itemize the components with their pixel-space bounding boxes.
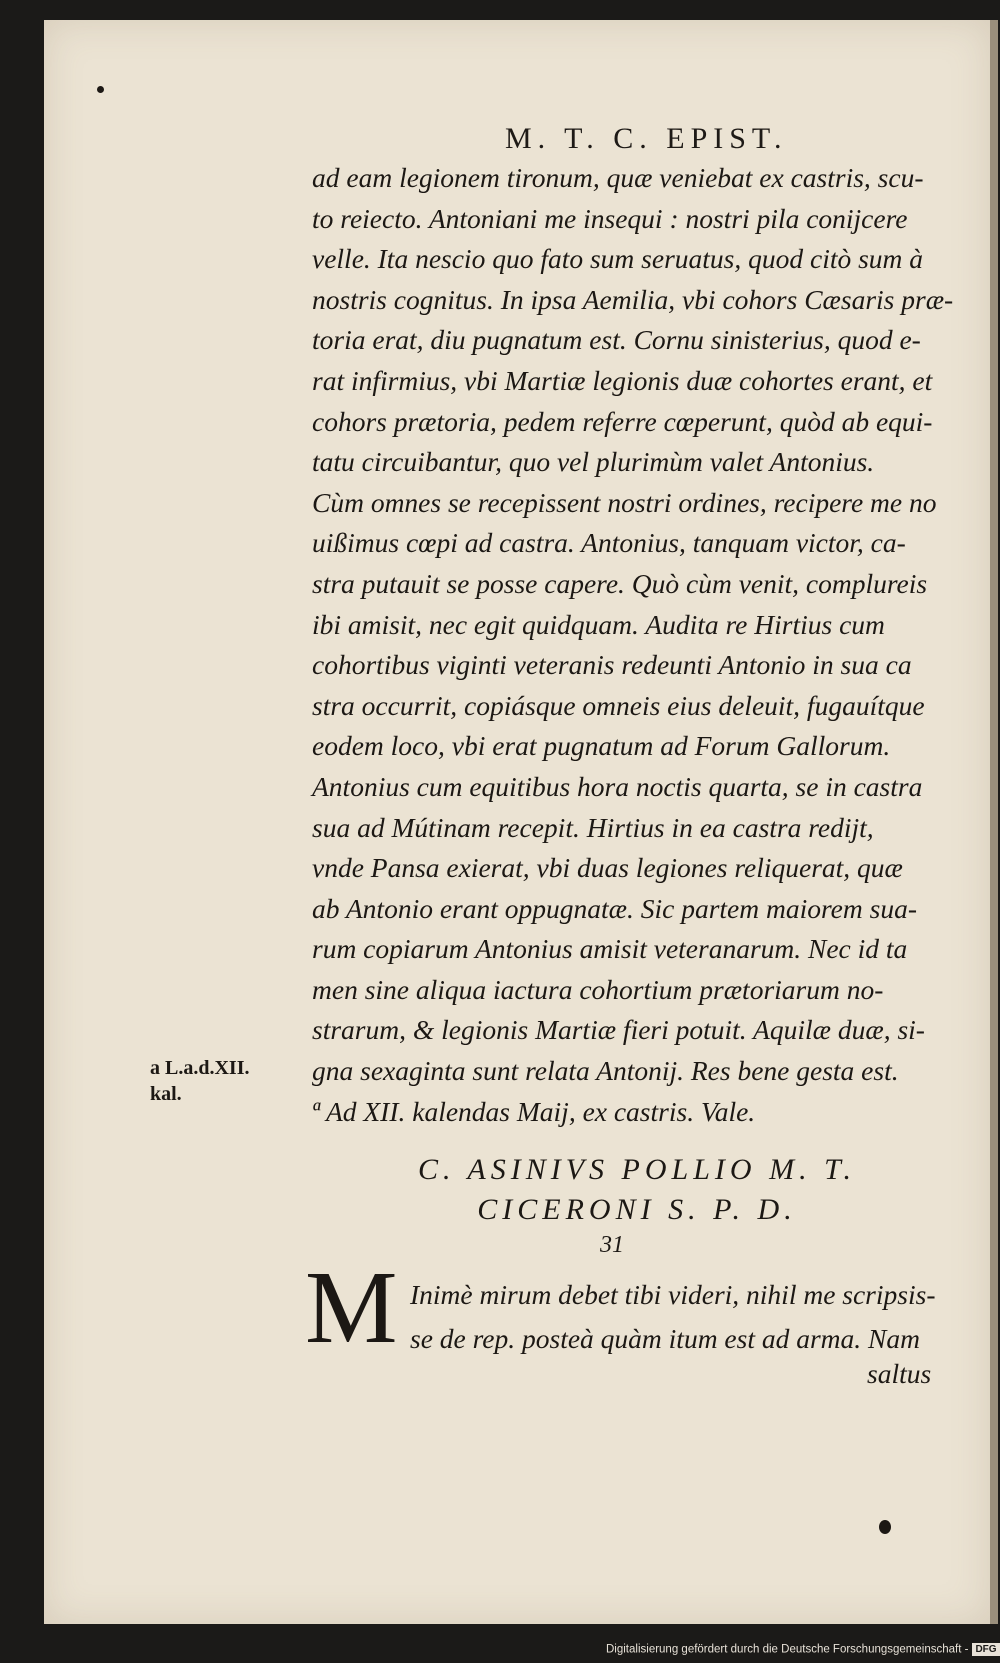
body-line: toria erat, diu pugnatum est. Cornu sinisterius, quod e- [312, 324, 921, 356]
body-line: to reiecto. Antoniani me insequi : nostri pila conijcere [312, 202, 908, 234]
margin-note-line: kal. [150, 1083, 182, 1105]
margin-note [150, 1055, 249, 1107]
body-line: stra occurrit, copiásque omneis eius deleuit, fugauítque [312, 689, 925, 721]
letter-heading-line: C. ASINIVS POLLIO M. T. [417, 1153, 857, 1186]
body-line: sua ad Mútinam recepit. Hirtius in ea castra redijt, [312, 811, 874, 843]
margin-note-line: a L.a.d.XII. [150, 1057, 250, 1079]
opening-text [410, 1273, 970, 1361]
body-line: gna sexaginta sunt relata Antonij. Res bene gesta est. [312, 1055, 899, 1087]
body-line: Antonius cum equitibus hora noctis quarta, se in castra [312, 770, 923, 802]
drop-cap: M [305, 1250, 398, 1365]
body-line: vnde Pansa exierat, vbi duas legiones reliquerat, quæ [312, 852, 903, 884]
body-line: ad eam legionem tironum, quæ veniebat ex castris, scu- [312, 162, 924, 193]
opening-line: se de rep. posteà quàm itum est ad arma. Nam [410, 1323, 920, 1354]
letter-heading-line: CICERONI S. P. D. [477, 1193, 797, 1226]
body-line: tatu circuibantur, quo vel plurimùm valet Antonius. [312, 446, 875, 478]
body-line: cohors prætoria, pedem referre cœperunt, quòd ab equi- [312, 405, 933, 437]
body-text [312, 158, 962, 1132]
body-line: cohortibus viginti veteranis redeunti Antonio in sua ca [312, 649, 912, 681]
body-line: ab Antonio erant oppugnatæ. Sic partem maiorem sua- [312, 892, 917, 924]
running-head: M. T. C. EPIST. [505, 122, 788, 155]
body-line: men sine aliqua iactura cohortium prætoriarum no- [312, 973, 884, 1005]
opening-line: Inimè mirum debet tibi videri, nihil me scripsis- [410, 1279, 936, 1310]
letter-number: 31 [600, 1232, 624, 1258]
letter-heading [312, 1150, 962, 1230]
dfg-logo-icon: DFG [972, 1643, 999, 1656]
body-line: nostris cognitus. In ipsa Aemilia, vbi cohors Cæsaris præ- [312, 283, 954, 315]
footer-text: Digitalisierung gefördert durch die Deutsche Forschungsgemeinschaft - [606, 1643, 969, 1656]
body-line: stra putauit se posse capere. Quò cùm venit, complureis [312, 567, 928, 599]
body-line: Cùm omnes se recepissent nostri ordines, recipere me no [312, 486, 937, 518]
body-line: eodem loco, vbi erat pugnatum ad Forum Gallorum. [312, 730, 891, 762]
body-line: ibi amisit, nec egit quidquam. Audita re Hirtius cum [312, 608, 885, 640]
ink-spot-icon [97, 86, 104, 93]
body-line: ª Ad XII. kalendas Maij, ex castris. Vale. [312, 1095, 756, 1127]
body-line: rat infirmius, vbi Martiæ legionis duæ cohortes erant, et [312, 364, 933, 396]
catchword: saltus [867, 1358, 932, 1389]
body-line: velle. Ita nescio quo fato sum seruatus, quod citò sum à [312, 243, 924, 275]
page-edge [990, 20, 998, 1624]
digitization-footer [606, 1643, 1000, 1656]
body-line: uißimus cœpi ad castra. Antonius, tanquam victor, ca- [312, 527, 906, 559]
body-line: rum copiarum Antonius amisit veteranarum. Nec id ta [312, 933, 908, 965]
ink-spot-icon [879, 1520, 891, 1534]
body-line: strarum, & legionis Martiæ fieri potuit. Aquilæ duæ, si- [312, 1014, 925, 1046]
